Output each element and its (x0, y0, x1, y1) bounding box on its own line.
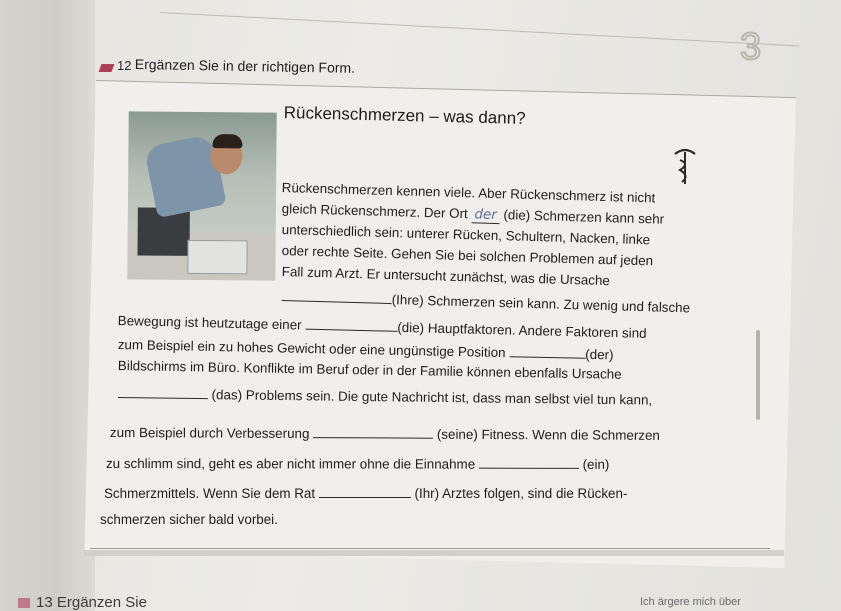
article-line (100, 512, 278, 527)
next-exercise-heading (36, 594, 147, 611)
laptop-icon (187, 240, 247, 275)
article-text: oder rechte Seite. Gehen Sie bei solchen Problemen auf jeden (281, 243, 654, 269)
caduceus-icon (672, 148, 698, 186)
article-text: Schmerzmittels. Wenn Sie dem Rat (104, 486, 319, 501)
next-exercise-instruction: Ergänzen Sie (56, 594, 147, 611)
exercise-instruction: Ergänzen Sie in der richtigen Form. (134, 56, 356, 76)
article-text: (Ihr) Arztes folgen, sind die Rücken- (410, 486, 628, 501)
box-bottom-line (90, 548, 770, 549)
article-text: Bewegung ist heutzutage einer (117, 312, 306, 333)
article-text: (ein) (578, 456, 610, 472)
article-text: Rückenschmerzen kennen viele. Aber Rückenschmerz ist nicht (281, 180, 656, 206)
blank-field[interactable] (319, 485, 411, 498)
article-line (110, 424, 660, 443)
filled-answer[interactable]: der (471, 207, 500, 224)
article-text: zum Beispiel ein zu hohes Gewicht oder eine ungünstige Position (117, 336, 510, 361)
page-edge (0, 0, 95, 611)
article-line (106, 455, 609, 472)
blank-field[interactable] (479, 456, 579, 469)
next-exercise-number: 13 (36, 594, 53, 611)
article-text: (Ihre) Schmerzen sein kann. Zu wenig und falsche (391, 292, 691, 316)
page-divider (160, 12, 799, 46)
margin-mark (756, 330, 760, 420)
next-exercise-snippet: Ich ärgere mich über (640, 596, 741, 608)
article-text: (seine) Fitness. Wenn die Schmerzen (433, 426, 660, 443)
unit-number: 3 (740, 26, 762, 68)
article-text: (die) Hauptfaktoren. Andere Faktoren sind (397, 319, 647, 341)
article-text: zum Beispiel durch Verbesserung (109, 425, 314, 442)
article-text: (die) Schmerzen kann sehr (499, 207, 665, 227)
box-shadow (84, 550, 784, 556)
article-line (104, 485, 627, 501)
blank-field[interactable] (509, 344, 585, 359)
blank-field[interactable] (118, 385, 208, 399)
next-exercise-badge-icon (18, 598, 30, 608)
article-text: schmerzen sicher bald vorbei. (100, 512, 278, 527)
exercise-number: 12 (117, 58, 132, 73)
article-text: Fall zum Arzt. Er untersucht zunächst, was die Ursache (281, 264, 611, 289)
article-heading: Rückenschmerzen – was dann? (283, 103, 526, 128)
article-text: zu schlimm sind, geht es aber nicht immer ohne die Einnahme (105, 456, 479, 472)
article-text: gleich Rückenschmerz. Der Ort (281, 201, 472, 222)
blank-field[interactable] (313, 425, 433, 439)
article-text: (das) Problems sein. Die gute Nachricht ist, dass man selbst viel tun kann, (207, 387, 653, 408)
article-photo (127, 111, 276, 280)
article-text: unterschiedlich sein: unterer Rücken, Schultern, Nacken, linke (281, 222, 651, 248)
blank-field[interactable] (305, 317, 397, 332)
article-text: (der) (585, 346, 614, 363)
article-text: Bildschirms im Büro. Konflikte im Beruf oder in der Familie können ebenfalls Ursache (117, 358, 622, 382)
exercise-badge-icon (99, 64, 115, 72)
blank-field[interactable] (282, 288, 392, 304)
